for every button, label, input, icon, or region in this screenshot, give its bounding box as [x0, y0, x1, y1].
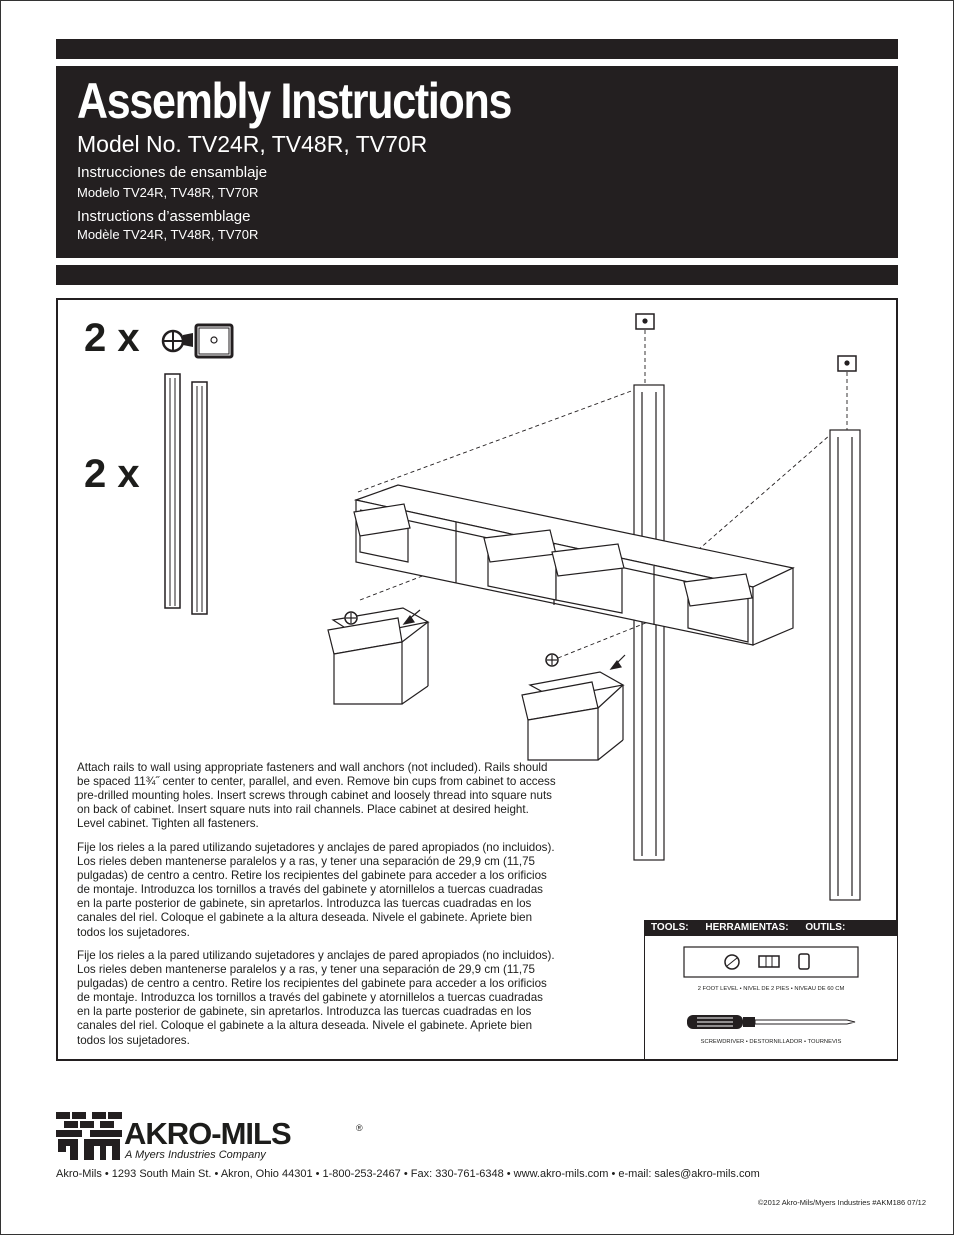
- hardware-quantity: 2 x: [84, 316, 140, 360]
- contact-address: Akro-Mils • 1293 South Main St. • Akron, Ohio 44301 • 1-800-253-2467 • Fax: 330-761-6348 • www.akro-mils.com • e-mail: sales@akro-mils.com: [56, 1168, 760, 1180]
- level-caption: 2 FOOT LEVEL • NIVEL DE 2 PIES • NIVEAU DE 60 CM: [697, 986, 845, 992]
- copyright: ©2012 Akro-Mils/Myers Industries #AKM186 07/12: [757, 1198, 926, 1207]
- tools-label-french: OUTILS:: [805, 922, 846, 933]
- level-icon: [683, 946, 859, 980]
- tools-box: [644, 920, 897, 1059]
- screw-and-square-nut-icon: [160, 320, 238, 360]
- instructions-french: Fije los rieles a la pared utilizando sujetadores y anclajes de pared apropiados (no incluidos). Los rieles deben mantenerse paralelos y a ras, y tener una separación de 29,9 cm (11,75 pulgadas) de centro a centro. Retire los recipientes del gabinete para acceder a los orificios de montaje. Introduzca los tornillos a través del gabinete y atornillelos a tuercas cuadradas en la parte posterior de gabinete, sin apretarlos. Introduzca las tuercas cuadradas en los canales del riel. Coloque el gabinete a la altura deseada. Nivele el gabinete. Apriete bien todos los sujetadores.: [77, 949, 555, 1047]
- spanish-model: Modelo TV24R, TV48R, TV70R: [77, 185, 259, 200]
- header-banner: [56, 66, 898, 258]
- instructions-spanish: Fije los rieles a la pared utilizando sujetadores y anclajes de pared apropiados (no incluidos). Los rieles deben mantenerse paralelos y a ras, y tener una separación de 29,9 cm (11,75 pulgadas) de centro a centro. Retire los recipientes del gabinete para acceder a los orificios de montaje. Introduzca los tornillos a través del gabinete y atornillelos a tuercas cuadradas en la parte posterior de gabinete, sin apretarlos. Introduzca las tuercas cuadradas en los canales del riel. Coloque el gabinete a la altura deseada. Nivele el gabinete. Apriete bien todos los sujetadores.: [77, 841, 555, 939]
- instructions-english: Attach rails to wall using appropriate fasteners and wall anchors (not included). Rails should be spaced 11¾˝ center to center, parallel, and even. Remove bin cups from cabinet to access pre-drilled mounting holes. Insert screws through cabinet and loosely thread into square nuts on back of cabinet. Insert square nuts into rail channels. Place cabinet at desired height. Level cabinet. Tighten all fasteners.: [77, 761, 556, 831]
- top-rule: [56, 39, 898, 59]
- screwdriver-icon: [685, 1012, 857, 1032]
- tools-header: [645, 920, 897, 936]
- brand-tagline: A Myers Industries Company: [125, 1149, 266, 1161]
- tools-label-spanish: HERRAMIENTAS:: [705, 922, 789, 933]
- brand-name: AKRO-MILS: [124, 1116, 291, 1151]
- screwdriver-caption: SCREWDRIVER • DESTORNILLADOR • TOURNEVIS: [700, 1039, 842, 1045]
- registered-mark: ®: [356, 1123, 363, 1133]
- spanish-heading: Instrucciones de ensamblaje: [77, 164, 268, 181]
- rail-icon: [162, 370, 214, 620]
- page-title: Assembly Instructions: [77, 73, 512, 129]
- instructions-panel: [56, 298, 898, 1061]
- header-bottom-rule: [56, 265, 898, 285]
- model-number: Model No. TV24R, TV48R, TV70R: [77, 131, 428, 157]
- french-model: Modèle TV24R, TV48R, TV70R: [77, 227, 259, 242]
- french-heading: Instructions d’assemblage: [77, 208, 251, 225]
- akro-mils-logo-icon: [56, 1112, 122, 1160]
- tools-label-english: TOOLS:: [651, 922, 689, 933]
- rail-quantity: 2 x: [84, 452, 140, 496]
